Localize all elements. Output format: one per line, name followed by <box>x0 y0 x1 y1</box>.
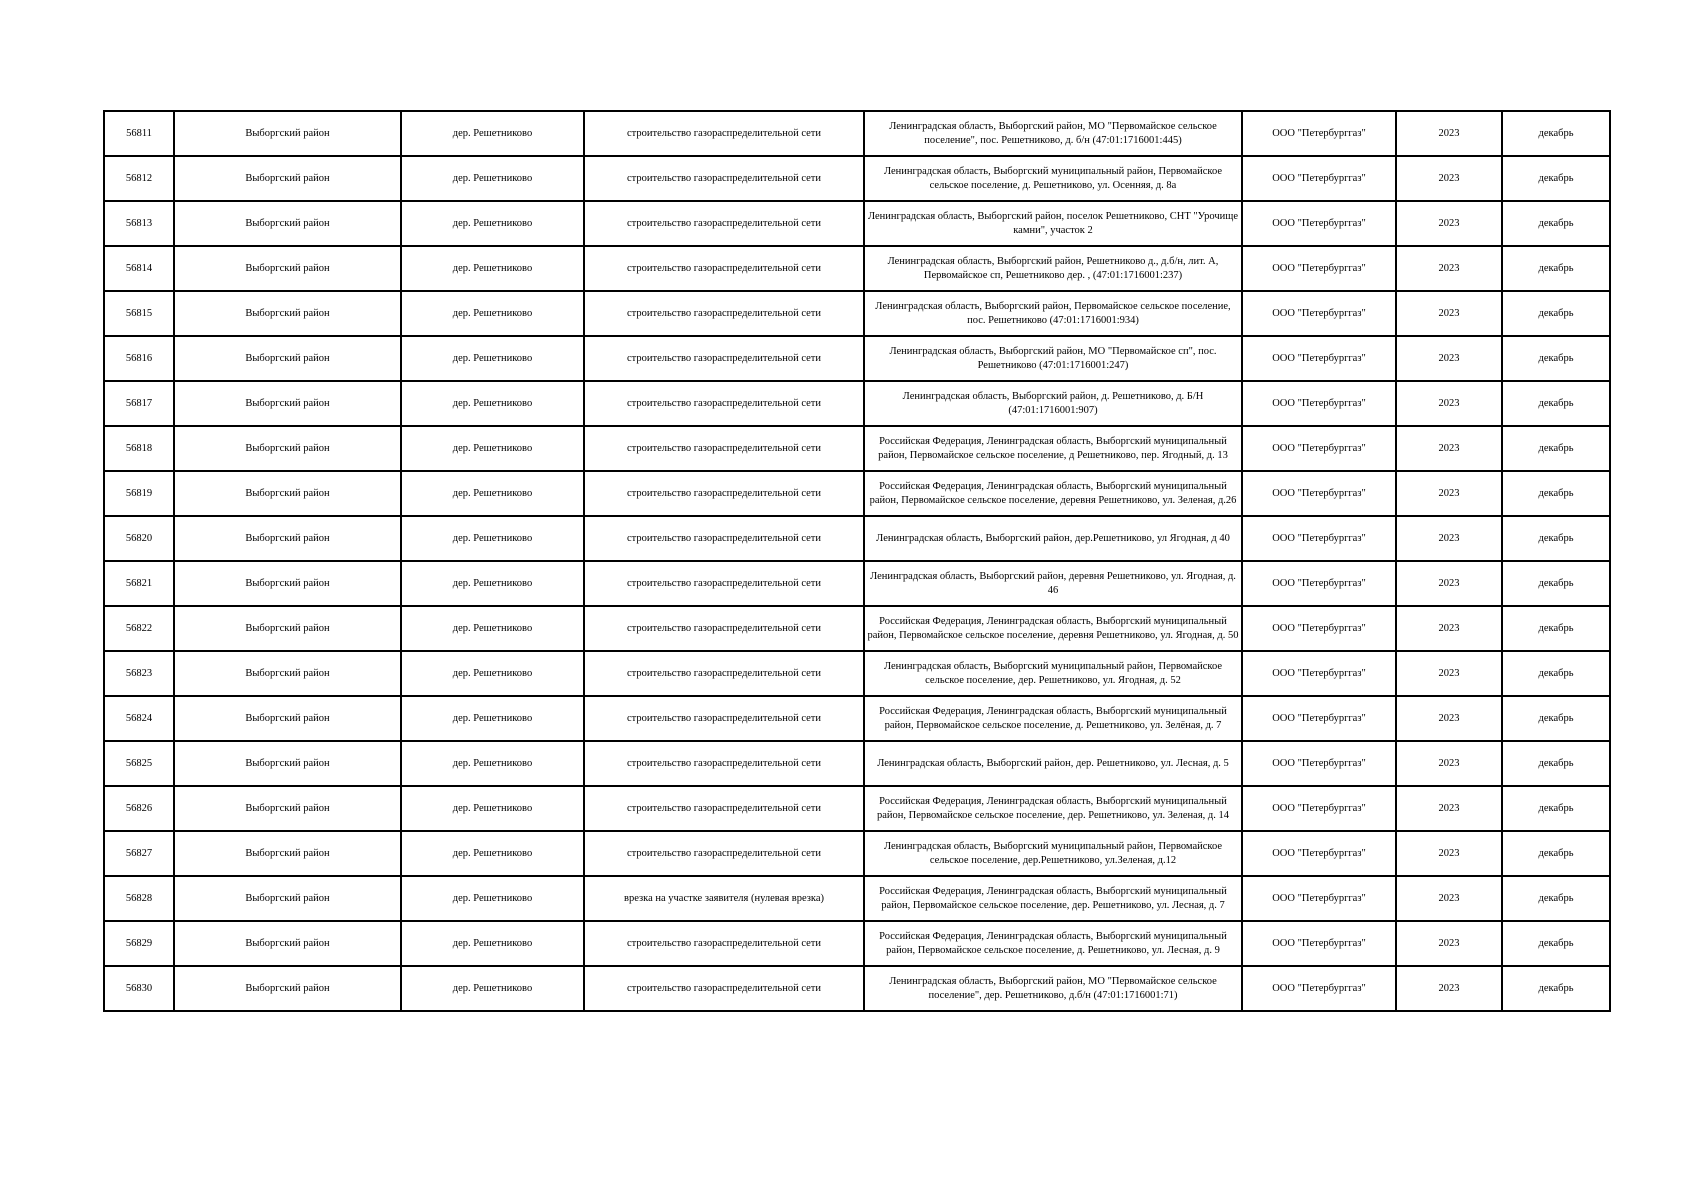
cell-record-id: 56828 <box>104 876 174 921</box>
cell-organization: ООО "Петербурггаз" <box>1242 831 1396 876</box>
cell-record-id: 56817 <box>104 381 174 426</box>
cell-month: декабрь <box>1502 201 1610 246</box>
cell-locality: дер. Решетниково <box>401 561 584 606</box>
table-row <box>104 156 1610 201</box>
cell-address: Ленинградская область, Выборгский район, Решетниково д., д.б/н, лит. А, Первомайское сп, Решетниково дер. , (47:01:1716001:237) <box>864 246 1242 291</box>
cell-year: 2023 <box>1396 966 1502 1011</box>
cell-organization: ООО "Петербурггаз" <box>1242 516 1396 561</box>
cell-address: Ленинградская область, Выборгский муниципальный район, Первомайское сельское поселение, дер.Решетниково, ул.Зеленая, д.12 <box>864 831 1242 876</box>
cell-organization: ООО "Петербурггаз" <box>1242 696 1396 741</box>
cell-work-type: строительство газораспределительной сети <box>584 471 864 516</box>
cell-work-type: строительство газораспределительной сети <box>584 921 864 966</box>
cell-record-id: 56811 <box>104 111 174 156</box>
table-body <box>104 111 1610 1011</box>
cell-organization: ООО "Петербурггаз" <box>1242 786 1396 831</box>
cell-district: Выборгский район <box>174 471 401 516</box>
cell-month: декабрь <box>1502 561 1610 606</box>
cell-address: Ленинградская область, Выборгский район, дер.Решетниково, ул Ягодная, д 40 <box>864 516 1242 561</box>
table-row <box>104 336 1610 381</box>
cell-locality: дер. Решетниково <box>401 606 584 651</box>
table-row <box>104 876 1610 921</box>
cell-month: декабрь <box>1502 876 1610 921</box>
cell-district: Выборгский район <box>174 291 401 336</box>
cell-district: Выборгский район <box>174 606 401 651</box>
cell-locality: дер. Решетниково <box>401 696 584 741</box>
cell-address: Ленинградская область, Выборгский район, поселок Решетниково, СНТ "Урочище камни", участок 2 <box>864 201 1242 246</box>
table-row <box>104 921 1610 966</box>
cell-year: 2023 <box>1396 246 1502 291</box>
cell-organization: ООО "Петербурггаз" <box>1242 291 1396 336</box>
cell-address: Ленинградская область, Выборгский муниципальный район, Первомайское сельское поселение, дер. Решетниково, ул. Ягодная, д. 52 <box>864 651 1242 696</box>
cell-locality: дер. Решетниково <box>401 246 584 291</box>
cell-locality: дер. Решетниково <box>401 786 584 831</box>
cell-locality: дер. Решетниково <box>401 516 584 561</box>
cell-work-type: строительство газораспределительной сети <box>584 246 864 291</box>
cell-locality: дер. Решетниково <box>401 291 584 336</box>
cell-year: 2023 <box>1396 471 1502 516</box>
cell-year: 2023 <box>1396 651 1502 696</box>
table-row <box>104 966 1610 1011</box>
cell-district: Выборгский район <box>174 561 401 606</box>
cell-year: 2023 <box>1396 606 1502 651</box>
cell-work-type: строительство газораспределительной сети <box>584 381 864 426</box>
cell-organization: ООО "Петербурггаз" <box>1242 201 1396 246</box>
cell-district: Выборгский район <box>174 426 401 471</box>
cell-record-id: 56813 <box>104 201 174 246</box>
cell-work-type: строительство газораспределительной сети <box>584 111 864 156</box>
cell-district: Выборгский район <box>174 696 401 741</box>
cell-record-id: 56821 <box>104 561 174 606</box>
cell-year: 2023 <box>1396 111 1502 156</box>
cell-record-id: 56822 <box>104 606 174 651</box>
cell-locality: дер. Решетниково <box>401 831 584 876</box>
cell-month: декабрь <box>1502 651 1610 696</box>
cell-month: декабрь <box>1502 786 1610 831</box>
cell-work-type: строительство газораспределительной сети <box>584 741 864 786</box>
cell-record-id: 56815 <box>104 291 174 336</box>
cell-district: Выборгский район <box>174 786 401 831</box>
cell-organization: ООО "Петербурггаз" <box>1242 741 1396 786</box>
cell-year: 2023 <box>1396 381 1502 426</box>
cell-record-id: 56827 <box>104 831 174 876</box>
cell-month: декабрь <box>1502 426 1610 471</box>
cell-year: 2023 <box>1396 876 1502 921</box>
cell-locality: дер. Решетниково <box>401 336 584 381</box>
table-row <box>104 561 1610 606</box>
cell-year: 2023 <box>1396 786 1502 831</box>
cell-year: 2023 <box>1396 156 1502 201</box>
table-row <box>104 381 1610 426</box>
cell-year: 2023 <box>1396 561 1502 606</box>
cell-locality: дер. Решетниково <box>401 471 584 516</box>
table-row <box>104 741 1610 786</box>
cell-organization: ООО "Петербурггаз" <box>1242 876 1396 921</box>
cell-year: 2023 <box>1396 696 1502 741</box>
cell-district: Выборгский район <box>174 966 401 1011</box>
cell-month: декабрь <box>1502 471 1610 516</box>
cell-organization: ООО "Петербурггаз" <box>1242 471 1396 516</box>
table-row <box>104 111 1610 156</box>
cell-organization: ООО "Петербурггаз" <box>1242 381 1396 426</box>
cell-month: декабрь <box>1502 291 1610 336</box>
cell-month: декабрь <box>1502 741 1610 786</box>
cell-organization: ООО "Петербурггаз" <box>1242 111 1396 156</box>
cell-month: декабрь <box>1502 246 1610 291</box>
cell-work-type: строительство газораспределительной сети <box>584 966 864 1011</box>
cell-month: декабрь <box>1502 696 1610 741</box>
cell-work-type: строительство газораспределительной сети <box>584 201 864 246</box>
table-row <box>104 696 1610 741</box>
cell-address: Ленинградская область, Выборгский район, дер. Решетниково, ул. Лесная, д. 5 <box>864 741 1242 786</box>
table-row <box>104 651 1610 696</box>
cell-locality: дер. Решетниково <box>401 381 584 426</box>
cell-work-type: строительство газораспределительной сети <box>584 291 864 336</box>
cell-district: Выборгский район <box>174 741 401 786</box>
cell-organization: ООО "Петербурггаз" <box>1242 156 1396 201</box>
cell-district: Выборгский район <box>174 516 401 561</box>
cell-month: декабрь <box>1502 516 1610 561</box>
cell-address: Ленинградская область, Выборгский район, д. Решетниково, д. Б/Н (47:01:1716001:907) <box>864 381 1242 426</box>
cell-year: 2023 <box>1396 426 1502 471</box>
cell-record-id: 56820 <box>104 516 174 561</box>
cell-district: Выборгский район <box>174 201 401 246</box>
cell-record-id: 56816 <box>104 336 174 381</box>
cell-month: декабрь <box>1502 606 1610 651</box>
cell-address: Ленинградская область, Выборгский район, МО "Первомайское сельское поселение", пос. Решетниково, д. б/н (47:01:1716001:445) <box>864 111 1242 156</box>
cell-address: Российская Федерация, Ленинградская область, Выборгский муниципальный район, Первомайское сельское поселение, д Решетниково, пер. Ягодный, д. 13 <box>864 426 1242 471</box>
cell-year: 2023 <box>1396 741 1502 786</box>
cell-organization: ООО "Петербурггаз" <box>1242 966 1396 1011</box>
cell-locality: дер. Решетниково <box>401 111 584 156</box>
cell-district: Выборгский район <box>174 156 401 201</box>
cell-address: Российская Федерация, Ленинградская область, Выборгский муниципальный район, Первомайское сельское поселение, дер. Решетниково, ул. Зеленая, д. 14 <box>864 786 1242 831</box>
cell-month: декабрь <box>1502 966 1610 1011</box>
cell-month: декабрь <box>1502 831 1610 876</box>
cell-organization: ООО "Петербурггаз" <box>1242 561 1396 606</box>
cell-address: Российская Федерация, Ленинградская область, Выборгский муниципальный район, Первомайское сельское поселение, дер. Решетниково, ул. Лесная, д. 7 <box>864 876 1242 921</box>
cell-year: 2023 <box>1396 516 1502 561</box>
cell-record-id: 56819 <box>104 471 174 516</box>
cell-locality: дер. Решетниково <box>401 651 584 696</box>
cell-year: 2023 <box>1396 831 1502 876</box>
cell-work-type: врезка на участке заявителя (нулевая врезка) <box>584 876 864 921</box>
cell-month: декабрь <box>1502 111 1610 156</box>
cell-year: 2023 <box>1396 921 1502 966</box>
cell-organization: ООО "Петербурггаз" <box>1242 246 1396 291</box>
cell-record-id: 56826 <box>104 786 174 831</box>
cell-district: Выборгский район <box>174 921 401 966</box>
cell-record-id: 56824 <box>104 696 174 741</box>
cell-organization: ООО "Петербурггаз" <box>1242 921 1396 966</box>
cell-address: Российская Федерация, Ленинградская область, Выборгский муниципальный район, Первомайское сельское поселение, д. Решетниково, ул. Лесная, д. 9 <box>864 921 1242 966</box>
cell-record-id: 56812 <box>104 156 174 201</box>
cell-work-type: строительство газораспределительной сети <box>584 561 864 606</box>
cell-organization: ООО "Петербурггаз" <box>1242 336 1396 381</box>
cell-work-type: строительство газораспределительной сети <box>584 831 864 876</box>
cell-district: Выборгский район <box>174 246 401 291</box>
cell-work-type: строительство газораспределительной сети <box>584 606 864 651</box>
cell-month: декабрь <box>1502 381 1610 426</box>
gasification-registry-table <box>103 110 1611 1012</box>
cell-district: Выборгский район <box>174 381 401 426</box>
cell-record-id: 56818 <box>104 426 174 471</box>
cell-district: Выборгский район <box>174 111 401 156</box>
cell-address: Ленинградская область, Выборгский район, МО "Первомайское сельское поселение", дер. Решетниково, д.б/н (47:01:1716001:71) <box>864 966 1242 1011</box>
cell-record-id: 56814 <box>104 246 174 291</box>
cell-district: Выборгский район <box>174 831 401 876</box>
table-row <box>104 786 1610 831</box>
cell-organization: ООО "Петербурггаз" <box>1242 426 1396 471</box>
cell-locality: дер. Решетниково <box>401 426 584 471</box>
cell-district: Выборгский район <box>174 336 401 381</box>
document-page <box>103 110 1609 1012</box>
cell-organization: ООО "Петербурггаз" <box>1242 606 1396 651</box>
table-row <box>104 516 1610 561</box>
cell-month: декабрь <box>1502 336 1610 381</box>
cell-work-type: строительство газораспределительной сети <box>584 786 864 831</box>
cell-year: 2023 <box>1396 201 1502 246</box>
table-row <box>104 831 1610 876</box>
table-row <box>104 471 1610 516</box>
cell-organization: ООО "Петербурггаз" <box>1242 651 1396 696</box>
cell-month: декабрь <box>1502 156 1610 201</box>
cell-locality: дер. Решетниково <box>401 966 584 1011</box>
cell-district: Выборгский район <box>174 876 401 921</box>
cell-record-id: 56825 <box>104 741 174 786</box>
table-row <box>104 426 1610 471</box>
cell-work-type: строительство газораспределительной сети <box>584 516 864 561</box>
table-row <box>104 201 1610 246</box>
cell-district: Выборгский район <box>174 651 401 696</box>
cell-work-type: строительство газораспределительной сети <box>584 696 864 741</box>
cell-address: Ленинградская область, Выборгский муниципальный район, Первомайское сельское поселение, д. Решетниково, ул. Осенняя, д. 8а <box>864 156 1242 201</box>
cell-address: Российская Федерация, Ленинградская область, Выборгский муниципальный район, Первомайское сельское поселение, д. Решетниково, ул. Зелёная, д. 7 <box>864 696 1242 741</box>
cell-record-id: 56823 <box>104 651 174 696</box>
cell-locality: дер. Решетниково <box>401 156 584 201</box>
table-row <box>104 291 1610 336</box>
cell-year: 2023 <box>1396 336 1502 381</box>
cell-address: Российская Федерация, Ленинградская область, Выборгский муниципальный район, Первомайское сельское поселение, деревня Решетниково, ул. Зеленая, д.26 <box>864 471 1242 516</box>
cell-work-type: строительство газораспределительной сети <box>584 651 864 696</box>
table-row <box>104 606 1610 651</box>
cell-record-id: 56830 <box>104 966 174 1011</box>
table-row <box>104 246 1610 291</box>
cell-address: Ленинградская область, Выборгский район, МО "Первомайское сп", пос. Решетниково (47:01:1716001:247) <box>864 336 1242 381</box>
cell-address: Российская Федерация, Ленинградская область, Выборгский муниципальный район, Первомайское сельское поселение, деревня Решетниково, ул. Ягодная, д. 50 <box>864 606 1242 651</box>
cell-record-id: 56829 <box>104 921 174 966</box>
cell-locality: дер. Решетниково <box>401 921 584 966</box>
cell-address: Ленинградская область, Выборгский район, деревня Решетниково, ул. Ягодная, д. 46 <box>864 561 1242 606</box>
cell-locality: дер. Решетниково <box>401 876 584 921</box>
cell-address: Ленинградская область, Выборгский район, Первомайское сельское поселение, пос. Решетниково (47:01:1716001:934) <box>864 291 1242 336</box>
cell-locality: дер. Решетниково <box>401 741 584 786</box>
cell-work-type: строительство газораспределительной сети <box>584 426 864 471</box>
cell-month: декабрь <box>1502 921 1610 966</box>
cell-work-type: строительство газораспределительной сети <box>584 156 864 201</box>
cell-year: 2023 <box>1396 291 1502 336</box>
cell-locality: дер. Решетниково <box>401 201 584 246</box>
cell-work-type: строительство газораспределительной сети <box>584 336 864 381</box>
